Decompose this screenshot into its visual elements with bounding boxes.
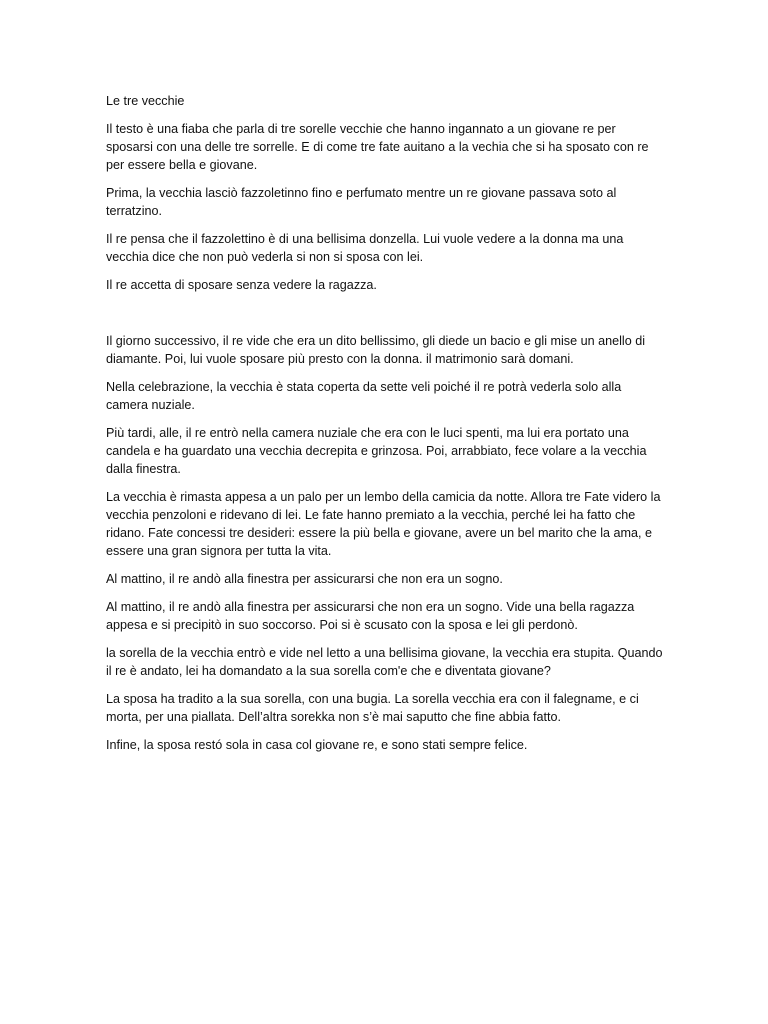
paragraph-9: Al mattino, il re andò alla finestra per assicurarsi che non era un sogno.: [106, 572, 503, 586]
paragraph-13: Infine, la sposa restó sola in casa col giovane re, e sono stati sempre felice.: [106, 738, 528, 752]
paragraph-6: Nella celebrazione, la vecchia è stata coperta da sette veli poiché il re potrà vederla solo alla camera nuziale.: [106, 380, 622, 412]
paragraph-8: La vecchia è rimasta appesa a un palo per un lembo della camicia da notte. Allora tre Fate videro la vecchia penzoloni e ridevano di lei. Le fate hanno premiato a la vecchia, perché lei ha fatto che ridano. Fate concessi tre desideri: essere la più bella e giovane, avere un bel marito che la ama, e essere una gran signora per tutta la vita.: [106, 490, 661, 558]
paragraph-10: Al mattino, il re andò alla finestra per assicurarsi che non era un sogno. Vide una bella ragazza appesa e si precipitò in suo soccorso. Poi si è scusato con la sposa e lei gli perdonò.: [106, 600, 635, 632]
paragraph-7: Più tardi, alle, il re entrò nella camera nuziale che era con le luci spenti, ma lui era portato una candela e ha guardato una vecchia decrepita e grinzosa. Poi, arrabbiato, fece volare a la vecchia dalla finestra.: [106, 426, 647, 476]
paragraph-1: Il testo è una fiaba che parla di tre sorelle vecchie che hanno ingannato a un giovane re per sposarsi con una delle tre sorrelle. E di come tre fate auitano a la vechia che si ha sposato con re per essere bella e giovane.: [106, 122, 649, 172]
paragraph-4: Il re accetta di sposare senza vedere la ragazza.: [106, 278, 377, 292]
paragraph-2: Prima, la vecchia lasciò fazzoletinno fino e perfumato mentre un re giovane passava soto al terratzino.: [106, 186, 617, 218]
paragraph-3: Il re pensa che il fazzolettino è di una bellisima donzella. Lui vuole vedere a la donna ma una vecchia dice che non può vederla si non si sposa con lei.: [106, 232, 624, 264]
paragraph-12: La sposa ha tradito a la sua sorella, con una bugia. La sorella vecchia era con il falegname, e ci morta, per una piallata. Dell’altra sorekka non s’è mai saputto che fine abbia fatto.: [106, 692, 639, 724]
paragraph-11: la sorella de la vecchia entrò e vide nel letto a una bellisima giovane, la vecchia era stupita. Quando il re è andato, lei ha domandato a la sua sorella com'e che e diventata giovane?: [106, 646, 663, 678]
document-page: [106, 92, 666, 764]
document-title: Le tre vecchie: [106, 94, 185, 108]
paragraph-5: Il giorno successivo, il re vide che era un dito bellissimo, gli diede un bacio e gli mise un anello di diamante. Poi, lui vuole sposare più presto con la donna. il matrimonio sarà domani.: [106, 334, 646, 366]
